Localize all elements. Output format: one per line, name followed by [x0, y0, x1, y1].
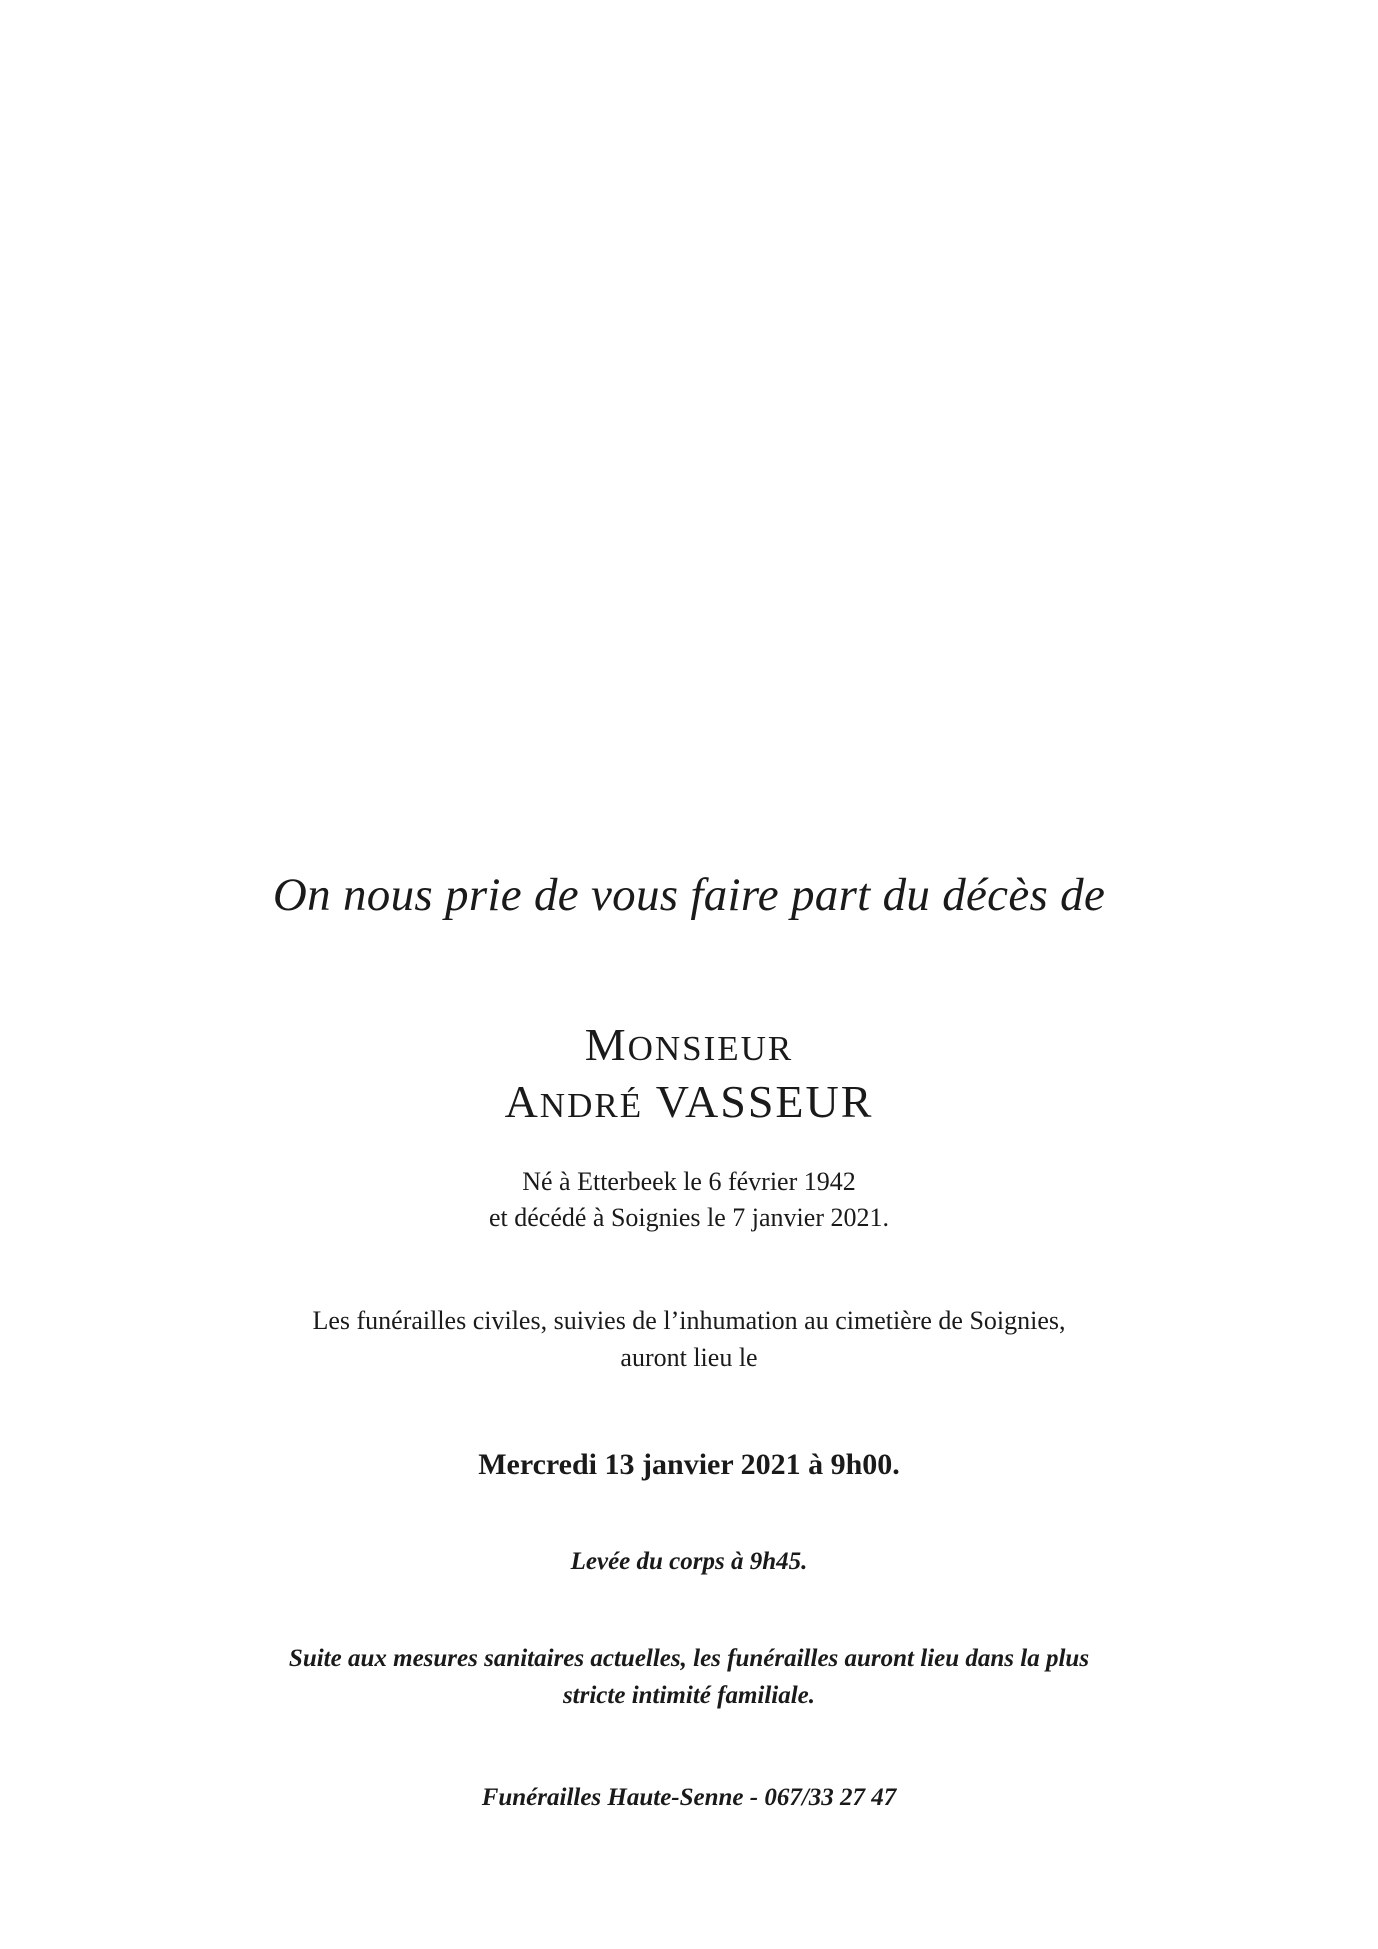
deceased-name — [0, 1075, 1378, 1128]
deceased-title-rest: ONSIEUR — [627, 1029, 794, 1068]
deceased-title — [0, 1018, 1378, 1071]
deceased-firstname-initial: A — [504, 1076, 540, 1127]
funeral-info-line-2: auront lieu le — [620, 1343, 758, 1372]
levee-du-corps: Levée du corps à 9h45. — [570, 1548, 808, 1575]
birth-info: Né à Etterbeek le 6 février 1942 — [522, 1167, 856, 1196]
deceased-surname: VASSEUR — [655, 1076, 874, 1127]
death-info: et décédé à Soignies le 7 janvier 2021. — [489, 1203, 889, 1232]
sanitary-notice-line-1: Suite aux mesures sanitaires actuelles, les funérailles auront lieu dans la plus — [288, 1645, 1090, 1672]
intro-text: On nous prie de vous faire part du décès de — [272, 869, 1106, 921]
deceased-title-initial: M — [584, 1019, 628, 1070]
funeral-date: Mercredi 13 janvier 2021 à 9h00. — [478, 1448, 900, 1481]
funeral-home-contact: Funérailles Haute-Senne - 067/33 27 47 — [481, 1784, 897, 1811]
deceased-firstname-rest: NDRÉ — [539, 1086, 644, 1125]
funeral-info-line-1: Les funérailles civiles, suivies de l’inhumation au cimetière de Soignies, — [312, 1306, 1066, 1335]
sanitary-notice-line-2: stricte intimité familiale. — [562, 1682, 816, 1709]
